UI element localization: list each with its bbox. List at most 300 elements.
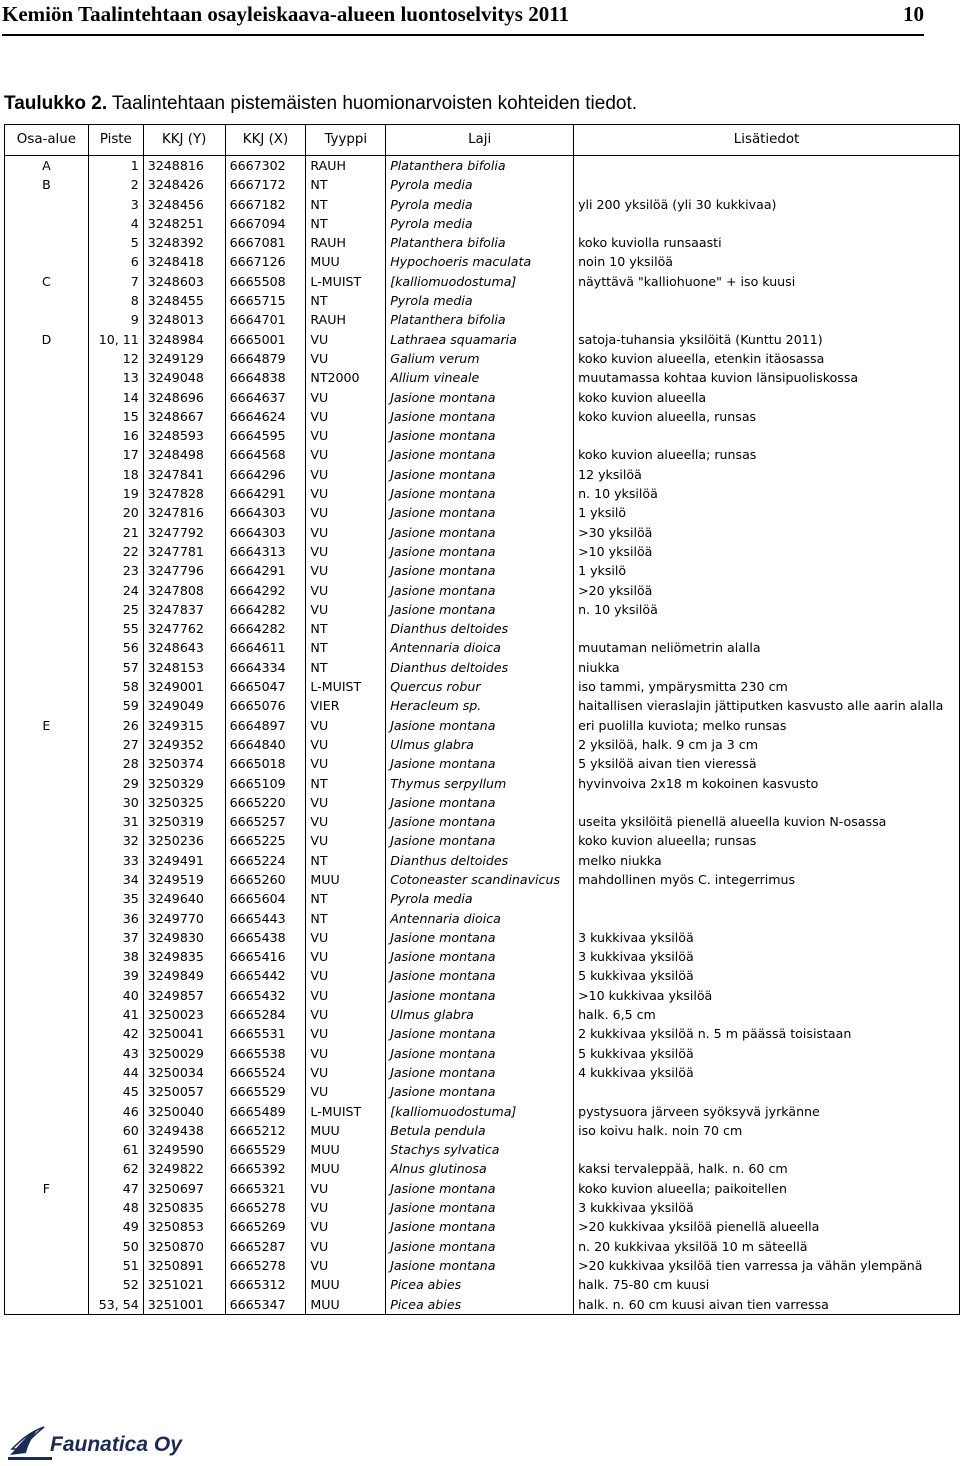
kkj-x-cell: 6665312	[225, 1275, 306, 1294]
piste-cell: 34	[88, 870, 143, 889]
laji-cell: Jasione montana	[386, 1024, 574, 1043]
laji-cell: Jasione montana	[386, 388, 574, 407]
laji-cell: Jasione montana	[386, 542, 574, 561]
kkj-x-cell: 6664282	[225, 619, 306, 638]
laji-cell: Jasione montana	[386, 1198, 574, 1217]
tyyppi-cell: VU	[306, 426, 386, 445]
lisatiedot-cell: koko kuvion alueella	[574, 388, 960, 407]
lisatiedot-cell: 1 yksilö	[574, 503, 960, 522]
piste-cell: 62	[88, 1159, 143, 1178]
laji-cell: Picea abies	[386, 1275, 574, 1294]
piste-cell: 39	[88, 966, 143, 985]
piste-cell: 6	[88, 252, 143, 271]
tyyppi-cell: VU	[306, 754, 386, 773]
osa-alue-cell	[5, 735, 89, 754]
osa-alue-cell	[5, 291, 89, 310]
piste-cell: 7	[88, 272, 143, 291]
kkj-x-cell: 6665432	[225, 986, 306, 1005]
tyyppi-cell: VU	[306, 1024, 386, 1043]
table-row	[5, 1063, 960, 1082]
tyyppi-cell: VU	[306, 1198, 386, 1217]
osa-alue-cell	[5, 195, 89, 214]
osa-alue-cell	[5, 561, 89, 580]
tyyppi-cell: NT	[306, 638, 386, 657]
osa-alue-cell	[5, 407, 89, 426]
laji-cell: Jasione montana	[386, 928, 574, 947]
logo-text: Faunatica Oy	[50, 1433, 182, 1456]
kkj-x-cell: 6665529	[225, 1082, 306, 1101]
kkj-y-cell: 3249519	[143, 870, 225, 889]
kkj-x-cell: 6667094	[225, 214, 306, 233]
kkj-x-cell: 6665529	[225, 1140, 306, 1159]
piste-cell: 3	[88, 195, 143, 214]
kkj-y-cell: 3248418	[143, 252, 225, 271]
kkj-y-cell: 3249640	[143, 889, 225, 908]
kkj-x-cell: 6665715	[225, 291, 306, 310]
kkj-y-cell: 3248984	[143, 330, 225, 349]
tyyppi-cell: NT	[306, 619, 386, 638]
piste-cell: 24	[88, 581, 143, 600]
kkj-y-cell: 3249315	[143, 716, 225, 735]
osa-alue-cell	[5, 1024, 89, 1043]
lisatiedot-cell: mahdollinen myös C. integerrimus	[574, 870, 960, 889]
table-row	[5, 542, 960, 561]
osa-alue-cell	[5, 658, 89, 677]
table-row	[5, 368, 960, 387]
kkj-y-cell: 3249830	[143, 928, 225, 947]
kkj-x-cell: 6664637	[225, 388, 306, 407]
kkj-y-cell: 3249857	[143, 986, 225, 1005]
kkj-x-cell: 6665278	[225, 1256, 306, 1275]
lisatiedot-cell: muutamassa kohtaa kuvion länsipuoliskossa	[574, 368, 960, 387]
column-header: KKJ (Y)	[143, 125, 225, 156]
lisatiedot-cell: 12 yksilöä	[574, 465, 960, 484]
tyyppi-cell: VU	[306, 986, 386, 1005]
tyyppi-cell: VU	[306, 1217, 386, 1236]
osa-alue-cell	[5, 310, 89, 329]
table-caption	[4, 93, 637, 115]
lisatiedot-cell: >10 kukkivaa yksilöä	[574, 986, 960, 1005]
kkj-x-cell: 6665489	[225, 1102, 306, 1121]
lisatiedot-cell: >10 yksilöä	[574, 542, 960, 561]
kkj-x-cell: 6665076	[225, 696, 306, 715]
kkj-y-cell: 3247837	[143, 600, 225, 619]
kkj-x-cell: 6665109	[225, 774, 306, 793]
table-row	[5, 851, 960, 870]
kkj-y-cell: 3248455	[143, 291, 225, 310]
tyyppi-cell: RAUH	[306, 310, 386, 329]
column-header: Laji	[386, 125, 574, 156]
table-row	[5, 812, 960, 831]
kkj-y-cell: 3248153	[143, 658, 225, 677]
kkj-y-cell: 3248456	[143, 195, 225, 214]
laji-cell: Ulmus glabra	[386, 735, 574, 754]
tyyppi-cell: NT	[306, 175, 386, 194]
laji-cell: Hypochoeris maculata	[386, 252, 574, 271]
lisatiedot-cell: näyttävä "kalliohuone" + iso kuusi	[574, 272, 960, 291]
table-row	[5, 909, 960, 928]
lisatiedot-cell: koko kuvion alueella; runsas	[574, 445, 960, 464]
osa-alue-cell	[5, 1237, 89, 1256]
osa-alue-cell	[5, 349, 89, 368]
kkj-y-cell: 3249001	[143, 677, 225, 696]
laji-cell: Jasione montana	[386, 426, 574, 445]
lisatiedot-cell: eri puolilla kuviota; melko runsas	[574, 716, 960, 735]
kkj-x-cell: 6664701	[225, 310, 306, 329]
laji-cell: Jasione montana	[386, 523, 574, 542]
lisatiedot-cell	[574, 175, 960, 194]
tyyppi-cell: VU	[306, 445, 386, 464]
kkj-x-cell: 6665321	[225, 1179, 306, 1198]
kkj-y-cell: 3248593	[143, 426, 225, 445]
osa-alue-cell	[5, 388, 89, 407]
osa-alue-cell	[5, 1121, 89, 1140]
kkj-x-cell: 6664313	[225, 542, 306, 561]
tyyppi-cell: NT	[306, 851, 386, 870]
tyyppi-cell: RAUH	[306, 156, 386, 176]
table-row	[5, 233, 960, 252]
laji-cell: Jasione montana	[386, 561, 574, 580]
laji-cell: Jasione montana	[386, 812, 574, 831]
kkj-x-cell: 6665212	[225, 1121, 306, 1140]
lisatiedot-cell	[574, 793, 960, 812]
table-row	[5, 195, 960, 214]
column-header: Piste	[88, 125, 143, 156]
osa-alue-cell	[5, 581, 89, 600]
osa-alue-cell	[5, 465, 89, 484]
laji-cell: Cotoneaster scandinavicus	[386, 870, 574, 889]
kkj-x-cell: 6664334	[225, 658, 306, 677]
tyyppi-cell: VU	[306, 735, 386, 754]
table-row	[5, 291, 960, 310]
table-row	[5, 561, 960, 580]
laji-cell: Pyrola media	[386, 291, 574, 310]
piste-cell: 57	[88, 658, 143, 677]
piste-cell: 29	[88, 774, 143, 793]
kkj-x-cell: 6665220	[225, 793, 306, 812]
tyyppi-cell: VU	[306, 1082, 386, 1101]
table-row	[5, 388, 960, 407]
lisatiedot-cell: 4 kukkivaa yksilöä	[574, 1063, 960, 1082]
kkj-y-cell: 3249590	[143, 1140, 225, 1159]
kkj-x-cell: 6664282	[225, 600, 306, 619]
kkj-y-cell: 3247762	[143, 619, 225, 638]
osa-alue-cell	[5, 1256, 89, 1275]
table-row	[5, 330, 960, 349]
table-row	[5, 600, 960, 619]
kkj-y-cell: 3248013	[143, 310, 225, 329]
kkj-x-cell: 6664292	[225, 581, 306, 600]
kkj-x-cell: 6665260	[225, 870, 306, 889]
lisatiedot-cell	[574, 156, 960, 176]
osa-alue-cell	[5, 503, 89, 522]
kkj-x-cell: 6665284	[225, 1005, 306, 1024]
lisatiedot-cell: iso koivu halk. noin 70 cm	[574, 1121, 960, 1140]
osa-alue-cell	[5, 966, 89, 985]
piste-cell: 13	[88, 368, 143, 387]
table-row	[5, 1005, 960, 1024]
tyyppi-cell: VU	[306, 1179, 386, 1198]
kkj-y-cell: 3250325	[143, 793, 225, 812]
kkj-y-cell: 3248392	[143, 233, 225, 252]
kkj-x-cell: 6665438	[225, 928, 306, 947]
table-row	[5, 735, 960, 754]
lisatiedot-cell: 5 kukkivaa yksilöä	[574, 1044, 960, 1063]
lisatiedot-cell: halk. 75-80 cm kuusi	[574, 1275, 960, 1294]
kkj-y-cell: 3248251	[143, 214, 225, 233]
tyyppi-cell: NT2000	[306, 368, 386, 387]
table-row	[5, 1140, 960, 1159]
osa-alue-cell	[5, 1044, 89, 1063]
kkj-x-cell: 6664595	[225, 426, 306, 445]
lisatiedot-cell: n. 20 kukkivaa yksilöä 10 m säteellä	[574, 1237, 960, 1256]
osa-alue-cell	[5, 928, 89, 947]
table-row	[5, 966, 960, 985]
document-title: Kemiön Taalintehtaan osayleiskaava-alueen luontoselvitys 2011	[2, 2, 570, 26]
tyyppi-cell: VU	[306, 716, 386, 735]
laji-cell: Jasione montana	[386, 754, 574, 773]
lisatiedot-cell	[574, 426, 960, 445]
piste-cell: 20	[88, 503, 143, 522]
kkj-y-cell: 3251021	[143, 1275, 225, 1294]
piste-cell: 31	[88, 812, 143, 831]
kkj-x-cell: 6665443	[225, 909, 306, 928]
kkj-y-cell: 3249048	[143, 368, 225, 387]
osa-alue-cell	[5, 851, 89, 870]
kkj-x-cell: 6664291	[225, 484, 306, 503]
osa-alue-cell	[5, 696, 89, 715]
table-row	[5, 1275, 960, 1294]
laji-cell: Dianthus deltoides	[386, 619, 574, 638]
kkj-y-cell: 3250029	[143, 1044, 225, 1063]
kkj-y-cell: 3250040	[143, 1102, 225, 1121]
tyyppi-cell: VU	[306, 928, 386, 947]
tyyppi-cell: VU	[306, 966, 386, 985]
tyyppi-cell: VU	[306, 947, 386, 966]
kkj-y-cell: 3249849	[143, 966, 225, 985]
table-row	[5, 503, 960, 522]
kkj-y-cell: 3247808	[143, 581, 225, 600]
lisatiedot-cell	[574, 1140, 960, 1159]
lisatiedot-cell: melko niukka	[574, 851, 960, 870]
kkj-x-cell: 6665347	[225, 1295, 306, 1315]
lisatiedot-cell	[574, 889, 960, 908]
table-row	[5, 214, 960, 233]
table-row	[5, 407, 960, 426]
lisatiedot-cell	[574, 214, 960, 233]
table-row	[5, 1102, 960, 1121]
tyyppi-cell: VU	[306, 1063, 386, 1082]
lisatiedot-cell: koko kuvion alueella; paikoitellen	[574, 1179, 960, 1198]
piste-cell: 17	[88, 445, 143, 464]
kkj-x-cell: 6664624	[225, 407, 306, 426]
table-row	[5, 465, 960, 484]
laji-cell: Jasione montana	[386, 1256, 574, 1275]
table-row	[5, 870, 960, 889]
bird-logo-icon	[8, 1425, 52, 1461]
osa-alue-cell	[5, 233, 89, 252]
tyyppi-cell: VU	[306, 407, 386, 426]
lisatiedot-cell: koko kuviolla runsaasti	[574, 233, 960, 252]
osa-alue-cell	[5, 1005, 89, 1024]
tyyppi-cell: NT	[306, 195, 386, 214]
lisatiedot-cell: noin 10 yksilöä	[574, 252, 960, 271]
piste-cell: 19	[88, 484, 143, 503]
laji-cell: Jasione montana	[386, 1179, 574, 1198]
osa-alue-cell	[5, 754, 89, 773]
kkj-y-cell: 3249049	[143, 696, 225, 715]
kkj-y-cell: 3248816	[143, 156, 225, 176]
kkj-x-cell: 6665018	[225, 754, 306, 773]
piste-cell: 21	[88, 523, 143, 542]
piste-cell: 46	[88, 1102, 143, 1121]
table-row	[5, 484, 960, 503]
laji-cell: Quercus robur	[386, 677, 574, 696]
kkj-y-cell: 3249491	[143, 851, 225, 870]
piste-cell: 53, 54	[88, 1295, 143, 1315]
kkj-x-cell: 6665538	[225, 1044, 306, 1063]
table-row	[5, 156, 960, 176]
piste-cell: 48	[88, 1198, 143, 1217]
lisatiedot-cell: haitallisen vieraslajin jättiputken kasvusto alle aarin alalla	[574, 696, 960, 715]
osa-alue-cell	[5, 889, 89, 908]
osa-alue-cell	[5, 947, 89, 966]
lisatiedot-cell: niukka	[574, 658, 960, 677]
laji-cell: Jasione montana	[386, 465, 574, 484]
piste-cell: 41	[88, 1005, 143, 1024]
page-header	[2, 0, 924, 36]
laji-cell: Antennaria dioica	[386, 638, 574, 657]
lisatiedot-cell: halk. n. 60 cm kuusi aivan tien varressa	[574, 1295, 960, 1315]
observation-table	[4, 124, 960, 1315]
tyyppi-cell: MUU	[306, 1121, 386, 1140]
osa-alue-cell	[5, 909, 89, 928]
table-caption-label: Taulukko 2.	[4, 93, 108, 114]
kkj-y-cell: 3248498	[143, 445, 225, 464]
table-row	[5, 889, 960, 908]
laji-cell: Jasione montana	[386, 1237, 574, 1256]
tyyppi-cell: MUU	[306, 1159, 386, 1178]
piste-cell: 33	[88, 851, 143, 870]
osa-alue-cell	[5, 774, 89, 793]
lisatiedot-cell: >20 kukkivaa yksilöä tien varressa ja vähän ylempänä	[574, 1256, 960, 1275]
laji-cell: [kalliomuodostuma]	[386, 272, 574, 291]
tyyppi-cell: NT	[306, 658, 386, 677]
table-row	[5, 1256, 960, 1275]
piste-cell: 40	[88, 986, 143, 1005]
lisatiedot-cell: 3 kukkivaa yksilöä	[574, 928, 960, 947]
kkj-x-cell: 6665524	[225, 1063, 306, 1082]
kkj-x-cell: 6664303	[225, 523, 306, 542]
osa-alue-cell	[5, 638, 89, 657]
osa-alue-cell	[5, 1275, 89, 1294]
osa-alue-cell	[5, 619, 89, 638]
osa-alue-cell	[5, 542, 89, 561]
piste-cell: 5	[88, 233, 143, 252]
lisatiedot-cell	[574, 909, 960, 928]
column-header: Tyyppi	[306, 125, 386, 156]
lisatiedot-cell: koko kuvion alueella, runsas	[574, 407, 960, 426]
table-row	[5, 272, 960, 291]
page-number: 10	[903, 2, 924, 26]
laji-cell: Jasione montana	[386, 947, 574, 966]
lisatiedot-cell: yli 200 yksilöä (yli 30 kukkivaa)	[574, 195, 960, 214]
tyyppi-cell: VU	[306, 793, 386, 812]
table-row	[5, 1179, 960, 1198]
lisatiedot-cell: 5 kukkivaa yksilöä	[574, 966, 960, 985]
laji-cell: Jasione montana	[386, 1082, 574, 1101]
lisatiedot-cell: 3 kukkivaa yksilöä	[574, 1198, 960, 1217]
osa-alue-cell	[5, 523, 89, 542]
piste-cell: 52	[88, 1275, 143, 1294]
lisatiedot-cell: iso tammi, ympärysmitta 230 cm	[574, 677, 960, 696]
lisatiedot-cell: useita yksilöitä pienellä alueella kuvion N-osassa	[574, 812, 960, 831]
table-row	[5, 619, 960, 638]
kkj-x-cell: 6665442	[225, 966, 306, 985]
kkj-y-cell: 3250853	[143, 1217, 225, 1236]
piste-cell: 28	[88, 754, 143, 773]
kkj-y-cell: 3250319	[143, 812, 225, 831]
table-row	[5, 1198, 960, 1217]
kkj-x-cell: 6664291	[225, 561, 306, 580]
piste-cell: 30	[88, 793, 143, 812]
table-header-row	[5, 125, 960, 156]
table-row	[5, 831, 960, 850]
tyyppi-cell: NT	[306, 291, 386, 310]
piste-cell: 61	[88, 1140, 143, 1159]
piste-cell: 50	[88, 1237, 143, 1256]
kkj-y-cell: 3250236	[143, 831, 225, 850]
kkj-y-cell: 3247792	[143, 523, 225, 542]
kkj-x-cell: 6665604	[225, 889, 306, 908]
laji-cell: Jasione montana	[386, 793, 574, 812]
lisatiedot-cell: >20 kukkivaa yksilöä pienellä alueella	[574, 1217, 960, 1236]
laji-cell: Jasione montana	[386, 716, 574, 735]
table-row	[5, 1044, 960, 1063]
piste-cell: 58	[88, 677, 143, 696]
osa-alue-cell	[5, 368, 89, 387]
tyyppi-cell: VU	[306, 330, 386, 349]
osa-alue-cell	[5, 793, 89, 812]
laji-cell: Platanthera bifolia	[386, 233, 574, 252]
kkj-x-cell: 6665001	[225, 330, 306, 349]
tyyppi-cell: VU	[306, 349, 386, 368]
laji-cell: Pyrola media	[386, 195, 574, 214]
piste-cell: 8	[88, 291, 143, 310]
table-row	[5, 1159, 960, 1178]
laji-cell: Jasione montana	[386, 407, 574, 426]
tyyppi-cell: MUU	[306, 1275, 386, 1294]
osa-alue-cell: D	[5, 330, 89, 349]
kkj-x-cell: 6665278	[225, 1198, 306, 1217]
tyyppi-cell: MUU	[306, 870, 386, 889]
piste-cell: 25	[88, 600, 143, 619]
kkj-y-cell: 3250034	[143, 1063, 225, 1082]
laji-cell: [kalliomuodostuma]	[386, 1102, 574, 1121]
tyyppi-cell: VU	[306, 388, 386, 407]
piste-cell: 16	[88, 426, 143, 445]
tyyppi-cell: NT	[306, 909, 386, 928]
laji-cell: Platanthera bifolia	[386, 310, 574, 329]
osa-alue-cell: E	[5, 716, 89, 735]
kkj-y-cell: 3247828	[143, 484, 225, 503]
piste-cell: 36	[88, 909, 143, 928]
laji-cell: Galium verum	[386, 349, 574, 368]
piste-cell: 2	[88, 175, 143, 194]
table-row	[5, 523, 960, 542]
lisatiedot-cell: halk. 6,5 cm	[574, 1005, 960, 1024]
laji-cell: Jasione montana	[386, 581, 574, 600]
